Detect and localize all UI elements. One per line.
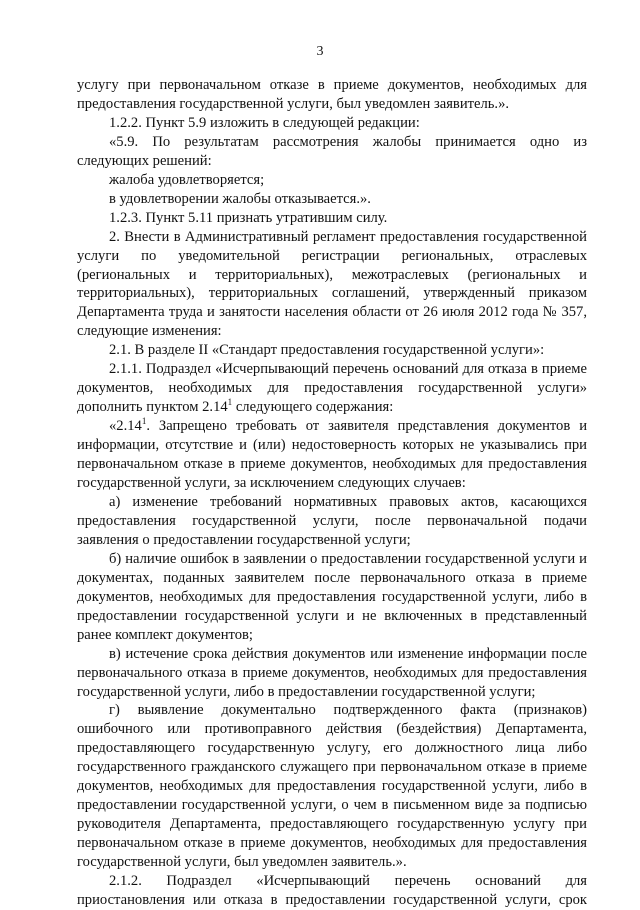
paragraph-item-b: б) наличие ошибок в заявлении о предоставлении государственной услуги и документах, поданных заявителем после первоначального отказа в приеме документов, необходимых для предоставления государственной услуги, либо в предоставлении государственной услуги и не включенных в представленный ранее комплект документов; [77,550,587,643]
paragraph-2: 2. Внести в Административный регламент предоставления государственной услуги по уведомительной регистрации региональных, отраслевых (региональных и территориальных), межотраслевых (региональных и территориальных), территориальных соглашений, утвержденный приказом Департамента труда и занятости населения области от 26 июля 2012 года № 357, следующие изменения: [77,228,587,340]
paragraph-2-1-1: 2.1.1. Подраздел «Исчерпывающий перечень оснований для отказа в приеме документов, необходимых для предоставления государственной услуги» дополнить пунктом 2.14$^1$ следующего содержания: [77,361,587,416]
paragraph-1-2-3: 1.2.3. Пункт 5.11 признать утратившим силу. [109,209,388,226]
superscript: 1 [141,416,147,427]
paragraph-2-14-1: «2.14$^1$. Запрещено требовать от заявителя представления документов и информации, отсутствие и (или) недостоверность которых не указывались при первоначальном отказе в приеме документов, необходимых для предоставления государственной услуги, за исключением следующих случаев: [77,416,587,492]
paragraph-decision-1: жалоба удовлетворяется; [109,171,265,188]
document-body [77,76,587,910]
paragraph-decision-2: в удовлетворении жалобы отказывается.». [109,190,371,207]
paragraph-item-v: в) истечение срока действия документов или изменение информации после первоначального отказа в приеме документов, необходимых для предоставления государственной услуги, либо в предоставлении государственной услуги; [77,645,587,700]
paragraph-2-1: 2.1. В разделе II «Стандарт предоставления государственной услуги»: [109,342,545,359]
paragraph-item-g: г) выявление документально подтвержденного факта (признаков) ошибочного или противоправного действия (бездействия) Департамента, предоставляющего государственную услугу, его должностного лица либо государственного гражданского служащего при первоначальном отказе в приеме документов, необходимых для предоставления государственной услуги, либо в предоставлении государственной услуги, о чем в письменном виде за подписью руководителя Департамента, предоставляющего государственную услугу при первоначальном отказе в приеме документов, необходимых для предоставления государственной услуги, был уведомлен заявитель.». [77,702,587,871]
paragraph-continuation: услугу при первоначальном отказе в приеме документов, необходимых для предоставления государственной услуги, был уведомлен заявитель.». [77,77,587,112]
superscript: 1 [227,397,233,408]
paragraph-item-a: а) изменение требований нормативных правовых актов, касающихся предоставления государственной услуги, после первоначальной подачи заявления о предоставлении государственной услуги; [77,493,587,548]
page-number: 3 [316,44,324,59]
paragraph-5-9: «5.9. По результатам рассмотрения жалобы принимается одно из следующих решений: [77,133,587,169]
paragraph-2-1-2: 2.1.2. Подраздел «Исчерпывающий перечень оснований для приостановления или отказа в предоставлении государственной услуги, срок [77,873,587,908]
paragraph-1-2-2: 1.2.2. Пункт 5.9 изложить в следующей редакции: [109,114,420,131]
